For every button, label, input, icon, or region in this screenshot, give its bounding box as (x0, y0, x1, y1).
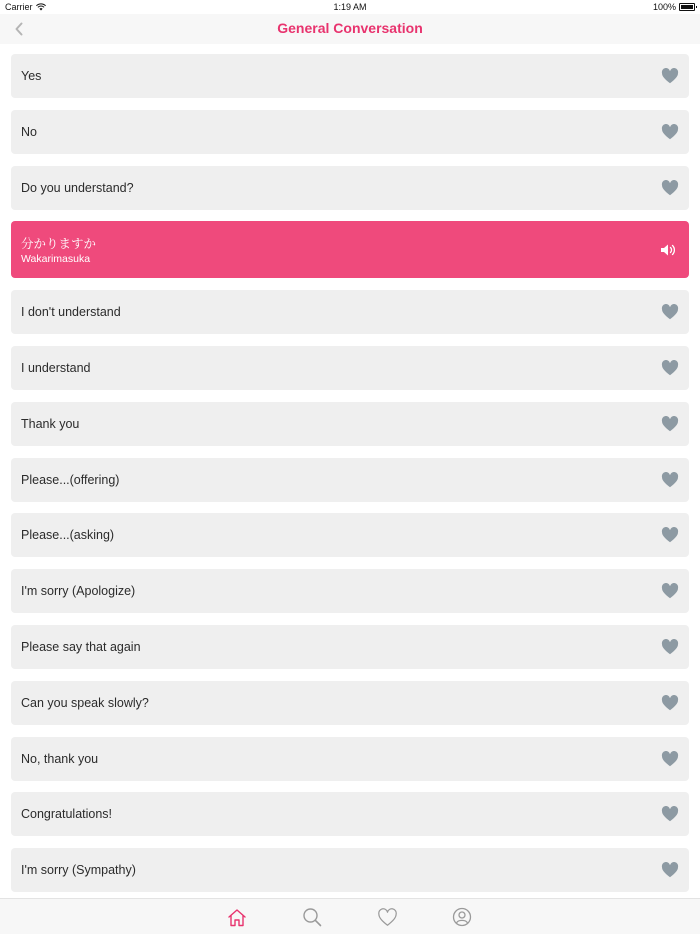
phrase-label: I'm sorry (Sympathy) (21, 863, 136, 878)
search-icon (302, 907, 322, 927)
heart-icon (377, 908, 398, 927)
favorite-heart-icon[interactable] (661, 472, 679, 488)
favorite-heart-icon[interactable] (661, 68, 679, 84)
phrase-row[interactable] (11, 54, 689, 98)
tab-search[interactable] (301, 906, 323, 928)
phrase-label: I understand (21, 360, 91, 375)
favorite-heart-icon[interactable] (661, 695, 679, 711)
tab-profile[interactable] (451, 906, 473, 928)
favorite-heart-icon[interactable] (661, 751, 679, 767)
phrase-label: No, thank you (21, 751, 99, 766)
phrase-label: Do you understand? (21, 180, 134, 195)
status-time: 1:19 AM (333, 2, 367, 12)
status-bar (0, 0, 700, 14)
phrase-label: I don't understand (21, 305, 121, 320)
phrase-list (11, 54, 689, 904)
phrase-label: Congratulations! (21, 807, 113, 822)
phrase-label: No (21, 124, 37, 139)
favorite-heart-icon[interactable] (661, 304, 679, 320)
phrase-row[interactable] (11, 110, 689, 154)
status-right (653, 2, 695, 12)
favorite-heart-icon[interactable] (661, 180, 679, 196)
favorite-heart-icon[interactable] (661, 416, 679, 432)
phrase-row[interactable] (11, 681, 689, 725)
phrase-row[interactable] (11, 513, 689, 557)
phrase-row[interactable] (11, 458, 689, 502)
favorite-heart-icon[interactable] (661, 527, 679, 543)
phrase-row[interactable] (11, 569, 689, 613)
tab-bar (0, 898, 700, 934)
phrase-label: Thank you (21, 416, 80, 431)
favorite-heart-icon[interactable] (661, 639, 679, 655)
phrase-label: Can you speak slowly? (21, 695, 149, 710)
phrase-label: 分かりますか (21, 237, 97, 252)
phrase-romaji: Wakarimasuka (21, 253, 91, 266)
tab-home[interactable] (226, 906, 248, 928)
phrase-label: I'm sorry (Apologize) (21, 584, 136, 599)
phrase-label: Please say that again (21, 639, 141, 654)
favorite-heart-icon[interactable] (661, 806, 679, 822)
favorite-heart-icon[interactable] (661, 583, 679, 599)
phrase-label: Please...(asking) (21, 528, 115, 543)
battery-icon (679, 3, 695, 11)
favorite-heart-icon[interactable] (661, 862, 679, 878)
phrase-row[interactable] (11, 625, 689, 669)
page-title: General Conversation (277, 20, 423, 36)
phrase-row[interactable] (11, 346, 689, 390)
favorite-heart-icon[interactable] (661, 360, 679, 376)
battery-percent: 100% (652, 2, 676, 12)
favorite-heart-icon[interactable] (661, 124, 679, 140)
phrase-row[interactable] (11, 402, 689, 446)
carrier-label: Carrier (5, 2, 33, 12)
phrase-row[interactable] (11, 792, 689, 836)
phrase-row[interactable] (11, 737, 689, 781)
nav-bar (0, 14, 700, 44)
phrase-label: Yes (21, 69, 42, 83)
home-icon (227, 908, 247, 927)
profile-icon (452, 907, 472, 927)
phrase-row[interactable] (11, 221, 689, 278)
phrase-row[interactable] (11, 848, 689, 892)
speaker-icon[interactable] (660, 243, 676, 257)
tab-favorites[interactable] (376, 906, 398, 928)
phrase-row[interactable] (11, 290, 689, 334)
phrase-label: Please...(offering) (21, 472, 120, 487)
phrase-row[interactable] (11, 166, 689, 210)
